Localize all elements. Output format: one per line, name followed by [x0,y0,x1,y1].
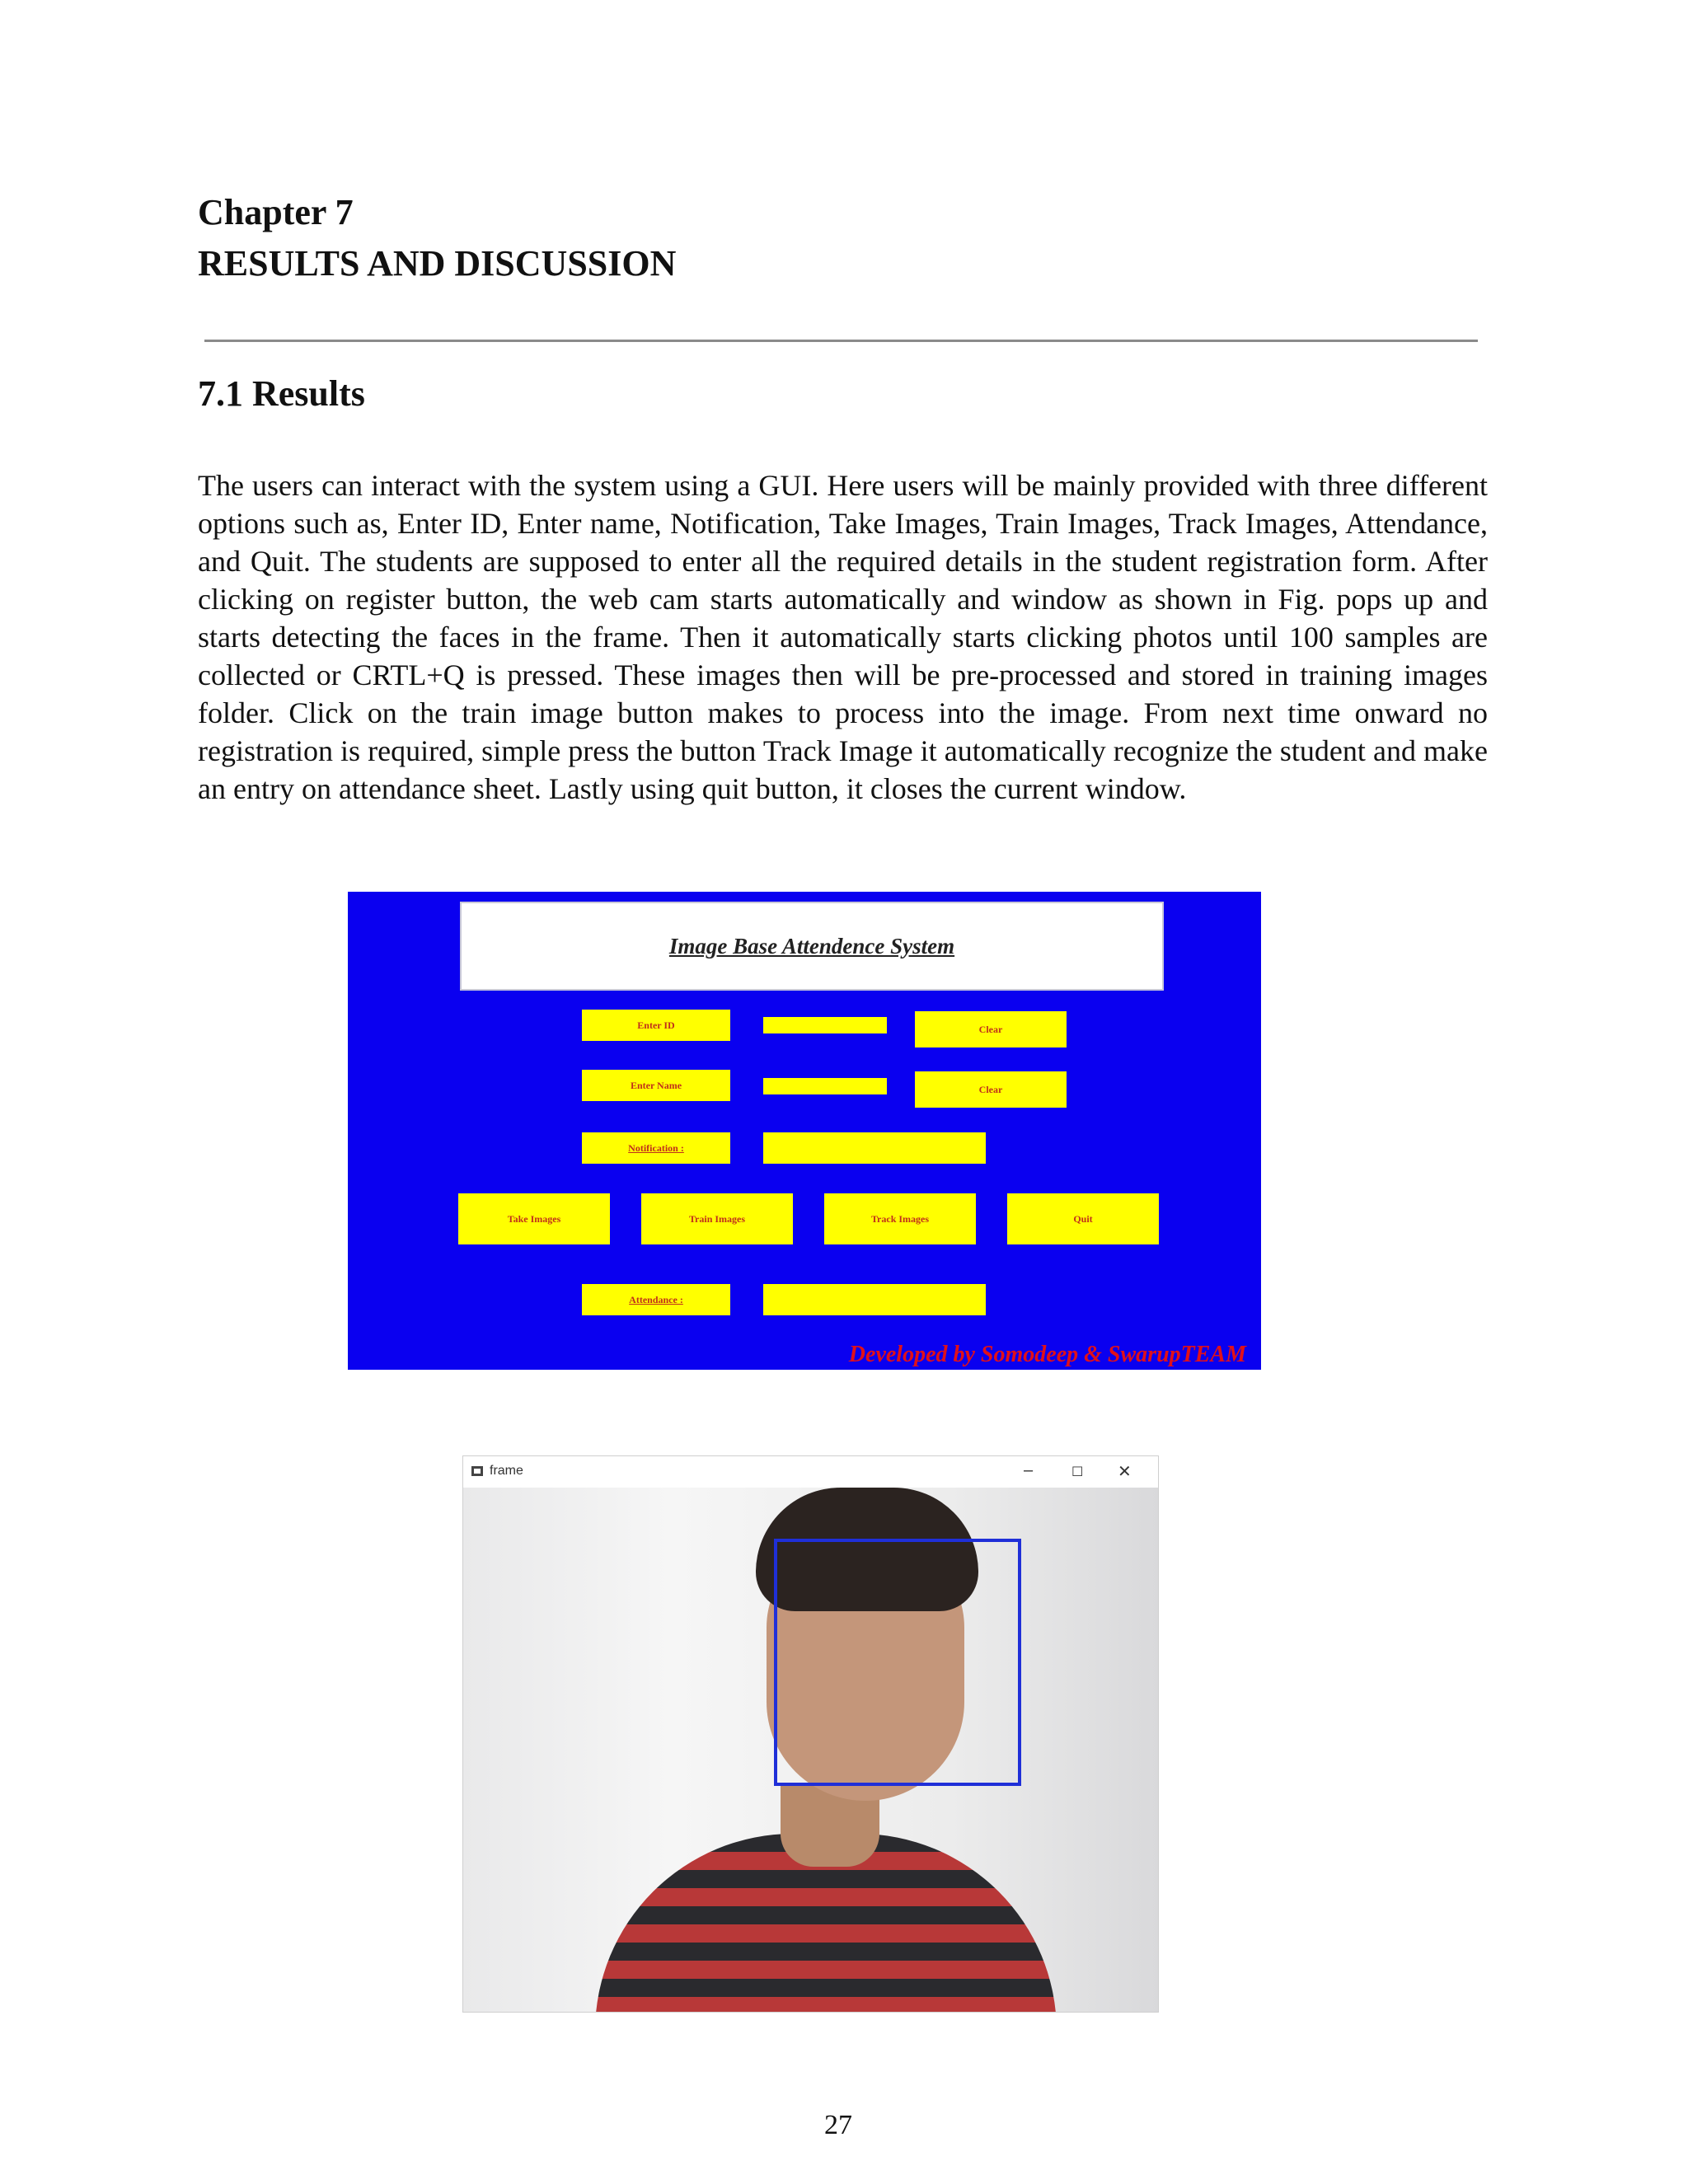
quit-button[interactable]: Quit [1007,1193,1159,1244]
webcam-view [463,1488,1158,2012]
close-icon[interactable]: ✕ [1118,1463,1132,1481]
webcam-frame-window [462,1455,1159,2013]
window-title: frame [490,1464,523,1478]
attendance-label: Attendance : [582,1284,730,1315]
gui-title-box [460,902,1164,991]
attendance-gui-figure [348,892,1261,1370]
clear-id-button[interactable]: Clear [915,1011,1067,1047]
section-title: 7.1 Results [198,373,365,414]
body-paragraph: The users can interact with the system using a GUI. Here users will be mainly provided with three different options such as, Enter ID, Enter name, Notification, Take Images, Train Images, Track Images, Attendance, and Quit. The students are supposed to enter all the required details in the student registration form. After clicking on register button, the web cam starts automatically and window as shown in Fig. pops up and starts detecting the faces in the frame. Then it automatically starts clicking photos until 100 samples are collected or CRTL+Q is pressed. These images then will be pre-processed and stored in training images folder. Click on the train image button makes to process into the image. From next time onward no registration is required, simple press the button Track Image it automatically recognize the student and make an entry on attendance sheet. Lastly using quit button, it closes the current window. [198,469,1488,805]
gui-title: Image Base Attendence System [668,933,955,958]
page-number: 27 [824,2110,852,2140]
gui-footer-credit: Developed by Somodeep & SwarupTEAM [848,1342,1246,1367]
clear-name-button[interactable]: Clear [915,1071,1067,1108]
enter-id-input[interactable] [763,1017,887,1033]
face-detection-box [774,1539,1021,1786]
minimize-icon[interactable]: – [1024,1461,1034,1479]
attendance-field [763,1284,986,1315]
take-images-button[interactable]: Take Images [458,1193,610,1244]
notification-field [763,1132,986,1164]
chapter-label: Chapter 7 [198,192,354,232]
enter-id-label: Enter ID [582,1010,730,1041]
maximize-icon[interactable]: ☐ [1071,1465,1084,1479]
notification-label: Notification : [582,1132,730,1164]
track-images-button[interactable]: Track Images [824,1193,976,1244]
chapter-title: RESULTS AND DISCUSSION [198,243,677,284]
enter-name-input[interactable] [763,1078,887,1094]
app-icon [471,1466,483,1476]
section-divider [204,340,1478,342]
train-images-button[interactable]: Train Images [641,1193,793,1244]
enter-name-label: Enter Name [582,1070,730,1101]
window-titlebar [463,1456,1158,1488]
